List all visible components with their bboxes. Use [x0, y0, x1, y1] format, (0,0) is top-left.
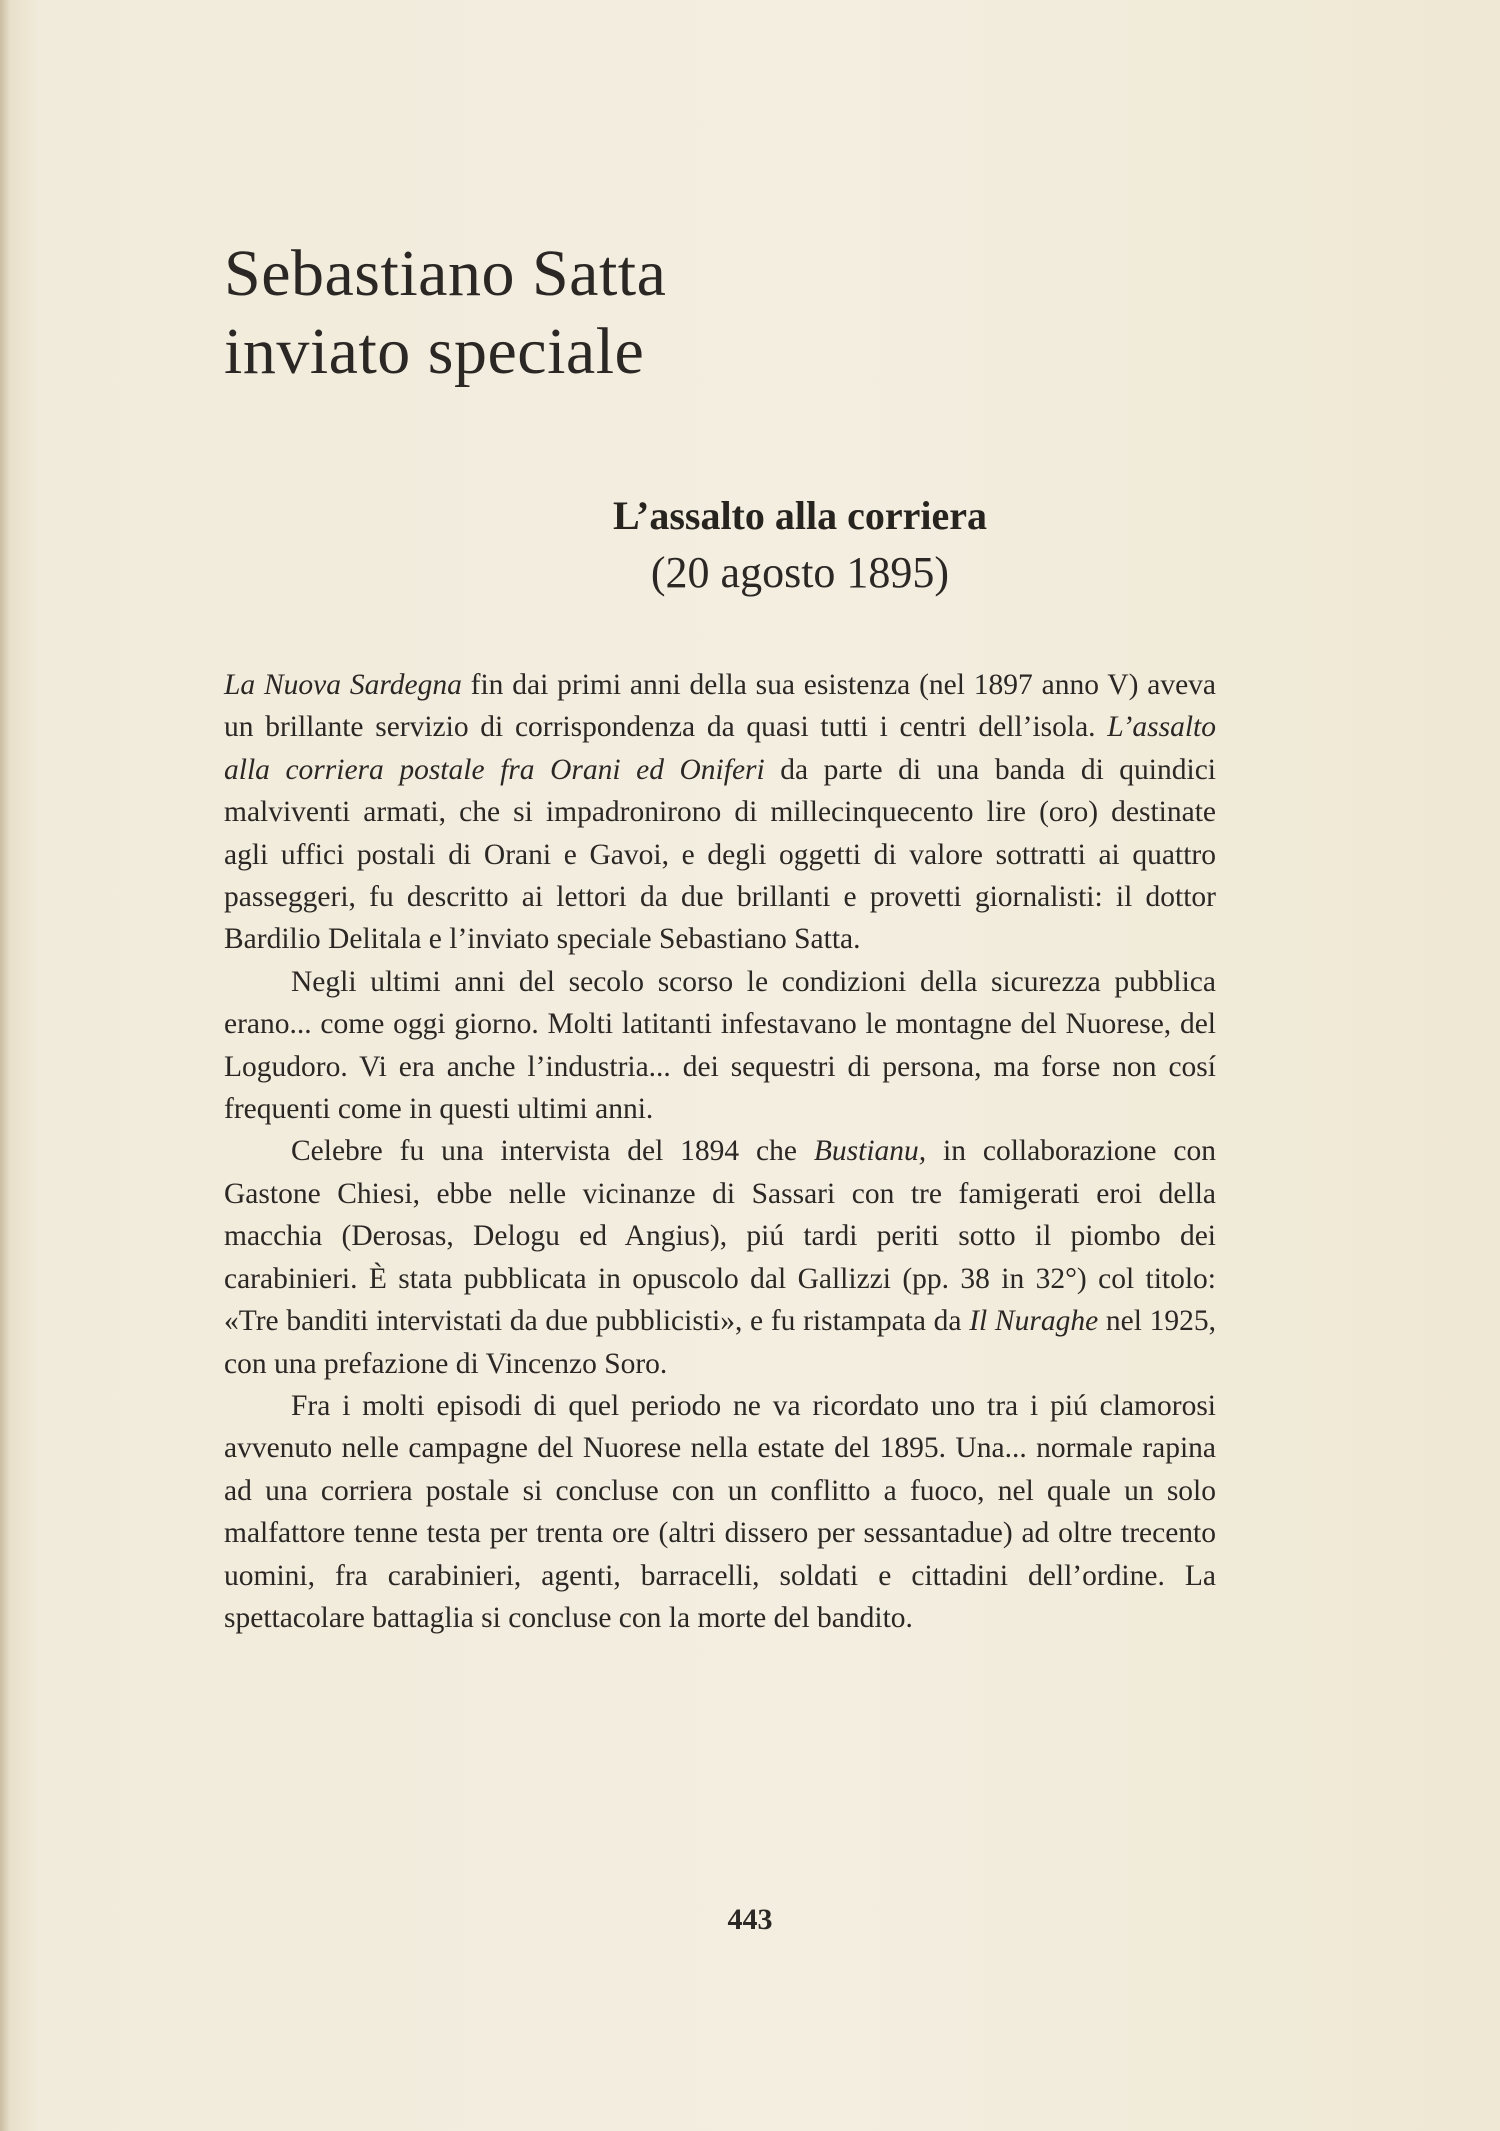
section-title: L’assalto alla corriera — [612, 493, 987, 538]
paragraph-3 — [224, 1130, 1216, 1384]
newspaper-title: La Nuova Sardegna — [224, 669, 462, 701]
paragraph-1-text-a: fin dai primi anni della sua esistenza (nel 1897 anno V) aveva un brillante servizio di corrispondenza da quasi tutti i centri dell’isola. — [224, 669, 1217, 744]
chapter-title-line-2: inviato speciale — [224, 315, 645, 388]
paragraph-3-text-a: Celebre fu una intervista del 1894 che — [291, 1135, 814, 1168]
chapter-title — [224, 235, 1124, 391]
page-number: 443 — [727, 1903, 773, 1936]
page-spine-edge — [0, 0, 10, 2131]
journal-title: Il Nuraghe — [969, 1305, 1099, 1338]
nickname: Bustianu, — [813, 1135, 927, 1168]
paragraph-2: Negli ultimi anni del secolo scorso le condizioni della sicurezza pubblica erano... come oggi giorno. Molti latitanti infestavano le montagne del Nuorese, del Logudoro. Vi era anche l’industria... dei sequestri di persona, ma forse non cosí frequenti come in questi ultimi anni. — [224, 965, 1216, 1126]
chapter-title-line-1: Sebastiano Satta — [224, 237, 667, 310]
paragraph-1-text-b: da parte di una banda di quindici malviventi armati, che si impadronirono di millecinquecento lire (oro) destinate agli uffici postali di Orani e Gavoi, e degli oggetti di valore sottratti ai quattro passeggeri, fu descritto ai lettori da due brillanti e provetti giornalisti: il dottor Bardilio Delitala e l’inviato speciale Sebastiano Satta. — [224, 753, 1216, 956]
paragraph-3-text-c: nel 1925, con una prefazione di Vincenzo Soro. — [224, 1305, 1216, 1380]
article-title: L’assalto alla corriera postale fra Orani ed Oniferi — [224, 711, 1216, 786]
paragraph-4: Fra i molti episodi di quel periodo ne va ricordato uno tra i piú clamorosi avvenuto nelle campagne del Nuorese nella estate del 1895. Una... normale rapina ad una corriera postale si concluse con un conflitto a fuoco, nel quale un solo malfattore tenne testa per trenta ore (altri dissero per sessantadue) ad oltre trecento uomini, fra carabinieri, agenti, barracelli, soldati e cittadini dell’ordine. La spettacolare battaglia si concluse con la morte del bandito. — [224, 1389, 1216, 1634]
paragraph-1 — [224, 664, 1216, 961]
body-text — [224, 664, 1216, 1639]
section-date: (20 agosto 1895) — [650, 548, 950, 597]
paragraph-3-text-b: in collaborazione con Gastone Chiesi, ebbe nelle vicinanze di Sassari con tre famigerati eroi della macchia (Derosas, Delogu ed Angius), piú tardi periti sotto il piombo dei carabinieri. È stata pubblicata in opuscolo dal Gallizzi (pp. 38 in 32°) col titolo: «Tre banditi intervistati da due pubblicisti», e fu ristampata da — [224, 1135, 1216, 1338]
